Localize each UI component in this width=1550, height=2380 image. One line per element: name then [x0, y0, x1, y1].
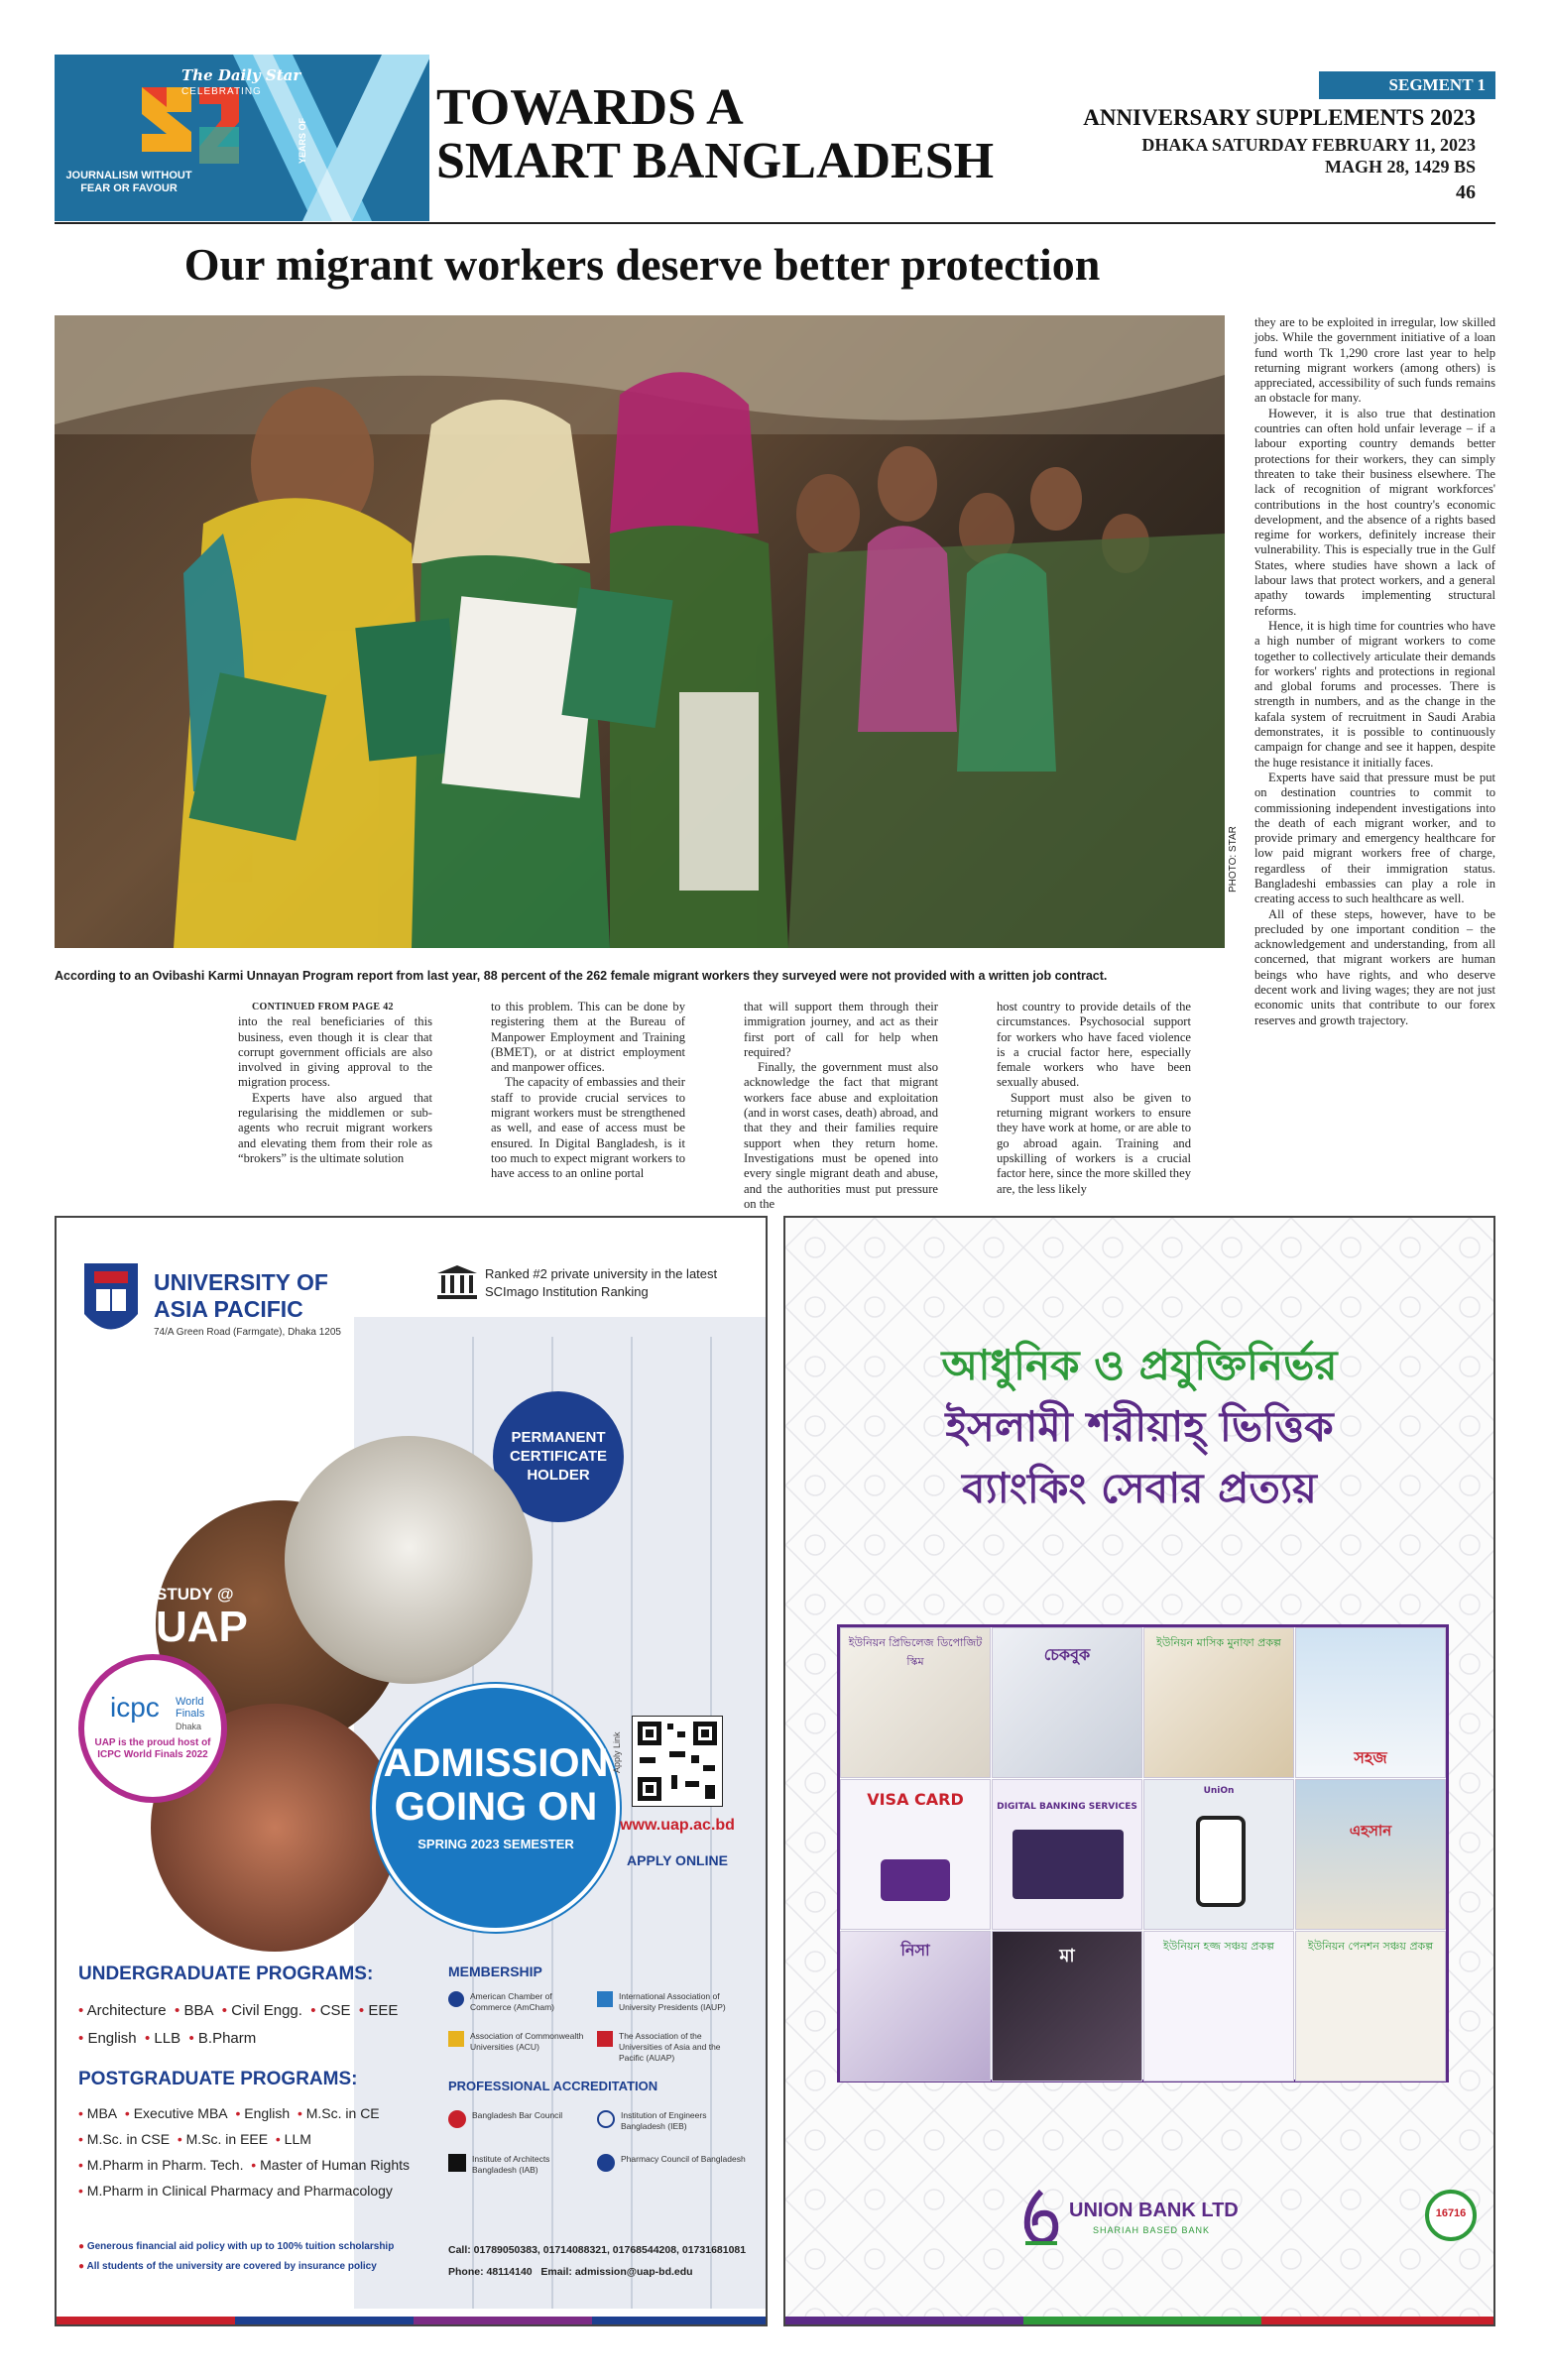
- accreditation-item: [597, 2154, 746, 2165]
- product-tile[interactable]: [1143, 1931, 1294, 2082]
- iab-logo-icon: [448, 2154, 466, 2172]
- pharmacy-council-logo-icon: [597, 2154, 615, 2172]
- tile-label: DIGITAL BANKING SERVICES: [997, 1802, 1137, 1812]
- membership-label: American Chamber of Commerce (AmCham): [470, 1991, 555, 2012]
- program-item: MBA: [86, 2105, 118, 2121]
- membership-item: [448, 2031, 587, 2053]
- membership-item: [597, 1991, 746, 2013]
- article-photo: [55, 315, 1225, 948]
- uap-ranking: Ranked #2 private university in the latest SCImago Institution Ranking: [485, 1266, 718, 1299]
- admission-semester: SPRING 2023 SEMESTER: [417, 1837, 574, 1851]
- paragraph: All of these steps, however, have to be precluded by one important condition – the acknowledgement and understanding, from all concerned, that migrant workers are human beings who have rights, and who deserve decent work and living wages; they are not just economic units that contribute to our forex reserves and growth trajectory.: [1254, 906, 1495, 1027]
- product-tile[interactable]: [992, 1627, 1142, 1778]
- card-graphic: [881, 1859, 950, 1901]
- icpc-world-finals: World Finals: [176, 1696, 205, 1720]
- postgraduate-title: POSTGRADUATE PROGRAMS:: [78, 2069, 358, 2089]
- auap-logo-icon: [597, 2031, 613, 2047]
- membership-title: MEMBERSHIP: [448, 1964, 542, 1979]
- accreditation-item: [597, 2110, 746, 2132]
- icpc-city: Dhaka: [176, 1722, 202, 1731]
- paragraph: Experts have also argued that regularising the middlemen or sub-agents who recruit migrant workers and elevating them from their role as “brokers” is the ultimate solution: [238, 1090, 432, 1165]
- supplement-title-line1: TOWARDS A: [436, 79, 744, 136]
- email-address[interactable]: Email: admission@uap-bd.edu: [540, 2266, 693, 2278]
- paragraph: into the real beneficiaries of this business, even though it is clear that corrupt government officials are also involved in giving approval to the migration process.: [238, 1014, 432, 1090]
- ieb-logo-icon: [597, 2110, 615, 2128]
- product-tile[interactable]: [1295, 1627, 1446, 1778]
- program-item: LLM: [284, 2131, 311, 2147]
- tile-label: মা: [1059, 1946, 1075, 1966]
- program-item: Master of Human Rights: [260, 2157, 411, 2173]
- tile-label: সহজ: [1354, 1748, 1387, 1767]
- article-headline: Our migrant workers deserve better protection: [183, 239, 1101, 290]
- phone-graphic: [1196, 1816, 1246, 1907]
- paragraph: that will support them through their immigration journey, and act as their first port of call for help when required?: [744, 1000, 938, 1059]
- product-tile[interactable]: [1143, 1627, 1294, 1778]
- product-tile[interactable]: [992, 1779, 1142, 1930]
- note-text: Generous financial aid policy with up to 100% tuition scholarship: [86, 2241, 395, 2252]
- paragraph: they are to be exploited in irregular, low skilled jobs. While the government initiative of a loan fund worth Tk 1,290 crore last year to help returning migrant workers (among others) is appreciated, accessibility of such funds remains an obstacle for many.: [1254, 315, 1495, 406]
- undergraduate-list: • Architecture • BBA • Civil Engg. • CSE • EEE • English • LLB • B.Pharm: [78, 2002, 399, 2047]
- paragraph: host country to provide details of the circumstances. Psychosocial support for workers who have faced violence is a crucial factor here, especially female workers who have been sexually abused.: [997, 1000, 1191, 1090]
- admission-line2: GOING ON: [394, 1785, 598, 1829]
- program-item: Architecture: [86, 2002, 167, 2019]
- daily-star-logo: [55, 55, 429, 221]
- union-bank-advertisement: [783, 1216, 1495, 2326]
- segment-tag: SEGMENT 1: [1319, 71, 1495, 99]
- campus-photo-circle-2: [285, 1436, 533, 1684]
- institution-icon: [435, 1263, 479, 1301]
- note-text: All students of the university are covered by insurance policy: [86, 2261, 377, 2272]
- tile-label: ইউনিয়ন মাসিক মুনাফা প্রকল্প: [1156, 1636, 1281, 1649]
- accreditation-title: PROFESSIONAL ACCREDITATION: [448, 2079, 658, 2093]
- program-item: Civil Engg.: [231, 2002, 302, 2019]
- call-numbers: Call: 01789050383, 01714088321, 01768544208, 01731681081: [448, 2244, 747, 2256]
- uap-crest-icon: [80, 1259, 142, 1347]
- paragraph: Experts have said that pressure must be put on destination countries to commit to commissioning independent investigations into the death of each migrant worker, and to provide primary and emergency healthcare for low paid migrant workers free of charge, regardless of their immigration status. Bangladeshi embassies can play a role in creating access to such healthcare as well.: [1254, 770, 1495, 906]
- program-item: M.Pharm in Pharm. Tech.: [86, 2157, 244, 2173]
- uap-notes: [78, 2237, 425, 2277]
- membership-item: [448, 1991, 587, 2013]
- product-grid: [837, 1624, 1449, 2082]
- program-item: English: [244, 2105, 291, 2121]
- uap-website[interactable]: www.uap.ac.bd: [620, 1817, 735, 1834]
- contact-line: [448, 2261, 756, 2283]
- photo-credit: PHOTO: STAR: [1228, 826, 1239, 892]
- product-tile[interactable]: [992, 1931, 1142, 2082]
- program-item: Executive MBA: [133, 2105, 228, 2121]
- phone-number: Phone: 48114140: [448, 2266, 533, 2278]
- apply-online-label[interactable]: APPLY ONLINE: [627, 1852, 728, 1868]
- paragraph: However, it is also true that destination countries can often hold unfair leverage – if a labour exporting country demands better protections for their workers, they can simply threaten to take their business elsewhere. The lack of recognition of migrant workforces' contributions in the host country's economic development, and the absence of a rights based regime for workers, definitely increase their vulnerability. This is especially true in the Gulf States, where studies have shown a lack of labour laws that protect workers, and a general apathy towards implementing structural reforms.: [1254, 406, 1495, 618]
- product-tile[interactable]: [840, 1627, 991, 1778]
- tile-label: UniOn: [1203, 1786, 1235, 1796]
- membership-item: [597, 2031, 746, 2064]
- admission-line1: ADMISSION: [383, 1741, 609, 1785]
- icpc-logo: icpc: [110, 1692, 160, 1723]
- paragraph: to this problem. This can be done by registering them at the Bureau of Manpower Employment and Training (BMET), or at district employment and manpower offices.: [491, 1000, 685, 1075]
- membership-label: International Association of University Presidents (IAUP): [619, 1991, 726, 2012]
- tile-label: নিসা: [900, 1941, 930, 1960]
- masthead-divider: [55, 222, 1495, 224]
- program-item: M.Sc. in EEE: [185, 2131, 269, 2147]
- uap-address: 74/A Green Road (Farmgate), Dhaka 1205: [154, 1327, 341, 1338]
- bangla-date: MAGH 28, 1429 BS: [1324, 157, 1476, 177]
- program-item: M.Pharm in Clinical Pharmacy and Pharmacology: [86, 2183, 393, 2199]
- accreditation-item: [448, 2154, 587, 2176]
- note-item: ● Generous financial aid policy with up to 100% tuition scholarship: [78, 2241, 395, 2252]
- program-item: M.Sc. in CSE: [86, 2131, 171, 2147]
- photo-caption: According to an Ovibashi Karmi Unnayan Program report from last year, 88 percent of the 262 female migrant workers they surveyed were not provided with a written job contract.: [55, 969, 1108, 983]
- accreditation-label: Institution of Engineers Bangladesh (IEB): [621, 2110, 707, 2131]
- product-tile[interactable]: [1295, 1779, 1446, 1930]
- article-column-2: [491, 1000, 685, 1182]
- page-number: 46: [1456, 181, 1476, 203]
- program-item: LLB: [154, 2030, 181, 2047]
- membership-label: The Association of the Universities of Asia and the Pacific (AUAP): [619, 2031, 721, 2063]
- logo-celebrating: CELEBRATING: [181, 86, 262, 97]
- article-column-4: [997, 1000, 1191, 1197]
- paragraph: Finally, the government must also acknowledge the fact that migrant workers face abuse and exploitation (and in worst cases, death) abroad, and that they and their families require support when they return home. Investigations must be opened into every single migrant death and abuse, and the authorities must put pressure on the: [744, 1060, 938, 1211]
- bank-name: UNION BANK LTD: [1069, 2200, 1239, 2221]
- tagline-line3: ব্যাংকিং সেবার প্রত্যয়: [962, 1464, 1317, 1512]
- hotline-number[interactable]: 16716: [1435, 2207, 1467, 2219]
- bank-subtitle: SHARIAH BASED BANK: [1093, 2225, 1211, 2235]
- tagline-line2: ইসলামী শরীয়াহ্ ভিত্তিক: [945, 1402, 1334, 1451]
- uap-name-line2: ASIA PACIFIC: [154, 1296, 303, 1322]
- product-tile[interactable]: [840, 1931, 991, 2082]
- icpc-note: UAP is the proud host of ICPC World Finals 2022: [94, 1737, 211, 1760]
- migrant-workers-illustration: [55, 315, 1225, 948]
- product-tile[interactable]: [840, 1779, 991, 1930]
- study-uap-label: UAP: [156, 1603, 248, 1651]
- admission-text: [372, 1741, 620, 1829]
- logo-years: YEARS OF: [298, 117, 307, 164]
- paragraph: The capacity of embassies and their staff to provide crucial services to migrant workers must be strengthened as well, and ease of access must be ensured. In Digital Bangladesh, is it too much to expect migrant workers to have access to an online portal: [491, 1075, 685, 1181]
- article-right-column: [1254, 315, 1495, 1028]
- bar-council-logo-icon: [448, 2110, 466, 2128]
- icpc-badge: [78, 1654, 227, 1803]
- product-tile[interactable]: [1143, 1779, 1294, 1930]
- paragraph: Support must also be given to returning migrant workers to ensure they have work at home, or are able to go abroad again. Training and upskilling of workers is a crucial factor here, since the more skilled they are, the less likely: [997, 1090, 1191, 1196]
- accreditation-label: Institute of Architects Bangladesh (IAB): [472, 2154, 550, 2175]
- uap-advertisement: [55, 1216, 768, 2326]
- bank-tagline: [785, 1335, 1493, 1519]
- logo-brand: The Daily Star: [181, 66, 301, 84]
- uap-name-line1: UNIVERSITY OF: [154, 1269, 328, 1295]
- program-item: M.Sc. in CE: [305, 2105, 380, 2121]
- tile-label: VISA CARD: [867, 1790, 964, 1809]
- iaup-logo-icon: [597, 1991, 613, 2007]
- tagline-line1: আধুনিক ও প্রযুক্তিনির্ভর: [941, 1341, 1338, 1389]
- membership-label: Association of Commonwealth Universities (ACU): [470, 2031, 584, 2052]
- article-column-3: [744, 1000, 938, 1212]
- uap-contacts: [448, 2239, 756, 2283]
- apply-link-label: Apply Link: [612, 1731, 622, 1773]
- study-at-label: STUDY @: [156, 1585, 234, 1604]
- accreditation-label: Bangladesh Bar Council: [472, 2110, 563, 2120]
- laptop-graphic: [1013, 1830, 1124, 1899]
- program-item: BBA: [183, 2002, 214, 2019]
- program-item: English: [87, 2030, 137, 2047]
- product-tile[interactable]: [1295, 1931, 1446, 2082]
- program-item: CSE: [319, 2002, 351, 2019]
- supplement-title: [436, 81, 1031, 188]
- tile-label: ইউনিয়ন হজ্জ সঞ্চয় প্রকল্প: [1163, 1940, 1274, 1953]
- tile-label: এহসান: [1349, 1822, 1392, 1840]
- amcham-logo-icon: [448, 1991, 464, 2007]
- note-item: ● All students of the university are covered by insurance policy: [78, 2261, 377, 2272]
- accreditation-label: Pharmacy Council of Bangladesh: [621, 2154, 746, 2164]
- undergraduate-title: UNDERGRADUATE PROGRAMS:: [78, 1964, 374, 1984]
- accreditation-item: [448, 2110, 587, 2121]
- issue-date: DHAKA SATURDAY FEBRUARY 11, 2023: [1141, 135, 1476, 155]
- supplement-name: ANNIVERSARY SUPPLEMENTS 2023: [1083, 105, 1476, 130]
- acu-logo-icon: [448, 2031, 464, 2047]
- paragraph: Hence, it is high time for countries who have a high number of migrant workers to come together to collectively articulate their demands for workers' rights and protections in regional and global forums and processes. There is strength in numbers, and as the change in the kafala system of recruitment in Saudi Arabia demonstrates, it is possible to continuously campaign for change and see it happen, despite the huge resistance it initially faces.: [1254, 618, 1495, 770]
- tile-label: ইউনিয়ন প্রিভিলেজ ডিপোজিট স্কিম: [848, 1636, 983, 1668]
- tile-label: চেকবুক: [1043, 1645, 1091, 1664]
- continued-label: CONTINUED FROM PAGE 42: [252, 1002, 394, 1012]
- logo-motto: JOURNALISM WITHOUT FEAR OR FAVOUR: [65, 170, 192, 194]
- qr-code-icon[interactable]: [632, 1716, 723, 1807]
- certificate-badge-text: PERMANENT CERTIFICATE HOLDER: [509, 1429, 608, 1484]
- program-item: EEE: [368, 2002, 399, 2019]
- tile-label: ইউনিয়ন পেনশন সঞ্চয় প্রকল্প: [1307, 1940, 1434, 1953]
- program-item: B.Pharm: [197, 2030, 257, 2047]
- uap-name: [154, 1269, 328, 1323]
- article-column-1: [238, 1000, 432, 1166]
- postgraduate-list: • MBA • Executive MBA • English • M.Sc. in CE • M.Sc. in CSE • M.Sc. in EEE • LLM • M.Pharm in Pharm. Tech. • Master of Human Rights • M.Pharm in Clinical Pharmacy and Pharmacology: [78, 2105, 411, 2199]
- union-bank-logo-icon: [1021, 2188, 1061, 2247]
- supplement-title-line2: SMART BANGLADESH: [436, 133, 995, 189]
